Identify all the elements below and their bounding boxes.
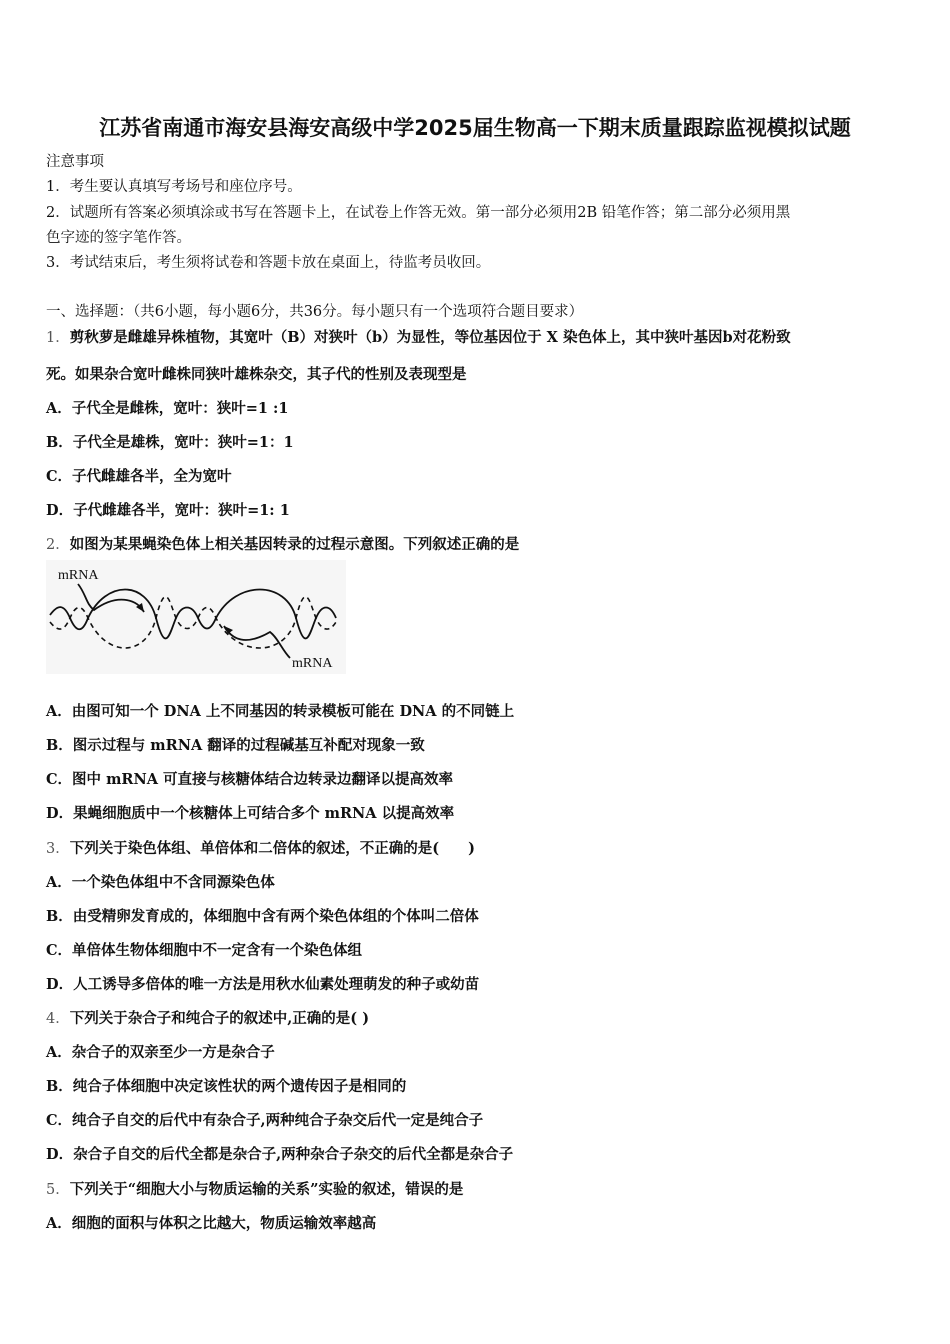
mrna-label-top: mRNA bbox=[58, 568, 99, 583]
question-text: 下列关于“细胞大小与物质运输的关系”实验的叙述，错误的是 bbox=[69, 1181, 464, 1198]
option-a: A．一个染色体组中不含同源染色体 bbox=[46, 874, 275, 891]
option-d: D．杂合子自交的后代全都是杂合子,两种杂合子杂交的后代全都是杂合子 bbox=[46, 1146, 514, 1163]
question-4-stem bbox=[46, 1009, 369, 1029]
option-d: D．果蝇细胞质中一个核糖体上可结合多个 mRNA 以提高效率 bbox=[46, 805, 455, 822]
option-b: B．子代全是雄株，宽叶：狭叶=1：1 bbox=[46, 434, 294, 451]
notice-item: 3．考试结束后，考生须将试卷和答题卡放在桌面上，待监考员收回。 bbox=[46, 255, 491, 271]
option-d: D．子代雌雄各半，宽叶：狭叶=1: 1 bbox=[46, 502, 290, 519]
option-a: A．杂合子的双亲至少一方是杂合子 bbox=[46, 1044, 275, 1061]
question-text: 下列关于染色体组、单倍体和二倍体的叙述，不正确的是( ) bbox=[69, 840, 475, 857]
notice-heading: 注意事项 bbox=[46, 154, 104, 170]
option-c: C．图中 mRNA 可直接与核糖体结合边转录边翻译以提高效率 bbox=[46, 771, 454, 788]
option-c: C．纯合子自交的后代中有杂合子,两种纯合子杂交后代一定是纯合子 bbox=[46, 1112, 484, 1129]
section-heading: 一、选择题：（共6小题，每小题6分，共36分。每小题只有一个选项符合题目要求） bbox=[46, 304, 584, 320]
question-text: 剪秋萝是雌雄异株植物，其宽叶（B）对狭叶（b）为显性，等位基因位于 X 染色体上，其中狭叶基因b对花粉致 bbox=[69, 329, 791, 346]
question-number: 4． bbox=[46, 1011, 70, 1027]
option-a: A．由图可知一个 DNA 上不同基因的转录模板可能在 DNA 的不同链上 bbox=[46, 703, 515, 720]
question-5-stem bbox=[46, 1180, 463, 1200]
question-number: 3． bbox=[46, 841, 70, 857]
notice-item: 2．试题所有答案必须填涂或书写在答题卡上，在试卷上作答无效。第一部分必须用2B 铅笔作答；第二部分必须用黑 bbox=[46, 205, 791, 221]
option-d: D．人工诱导多倍体的唯一方法是用秋水仙素处理萌发的种子或幼苗 bbox=[46, 976, 480, 993]
question-2-stem bbox=[46, 535, 519, 555]
option-c: C．单倍体生物体细胞中不一定含有一个染色体组 bbox=[46, 942, 363, 959]
option-a: A．子代全是雌株，宽叶：狭叶=1 :1 bbox=[46, 400, 289, 417]
question-3-stem bbox=[46, 839, 475, 859]
question-1-stem bbox=[46, 328, 791, 348]
question-number: 1． bbox=[46, 330, 70, 346]
notice-item: 1．考生要认真填写考场号和座位序号。 bbox=[46, 179, 302, 195]
question-number: 5． bbox=[46, 1182, 70, 1198]
question-text: 如图为某果蝇染色体上相关基因转录的过程示意图。下列叙述正确的是 bbox=[69, 536, 520, 553]
notice-item: 色字迹的签字笔作答。 bbox=[46, 230, 191, 246]
page-title: 江苏省南通市海安县海安高级中学2025届生物高一下期末质量跟踪监视模拟试题 bbox=[99, 116, 851, 140]
transcription-diagram bbox=[46, 560, 346, 674]
option-b: B．纯合子体细胞中决定该性状的两个遗传因子是相同的 bbox=[46, 1078, 407, 1095]
option-b: B．由受精卵发育成的，体细胞中含有两个染色体组的个体叫二倍体 bbox=[46, 908, 479, 925]
question-text: 下列关于杂合子和纯合子的叙述中,正确的是( ) bbox=[69, 1010, 370, 1027]
option-c: C．子代雌雄各半，全为宽叶 bbox=[46, 468, 232, 485]
option-b: B．图示过程与 mRNA 翻译的过程碱基互补配对现象一致 bbox=[46, 737, 425, 754]
option-a: A．细胞的面积与体积之比越大，物质运输效率越高 bbox=[46, 1215, 377, 1232]
question-number: 2． bbox=[46, 537, 70, 553]
question-1-stem-cont: 死。如果杂合宽叶雌株同狭叶雄株杂交，其子代的性别及表现型是 bbox=[46, 366, 467, 383]
mrna-label-bottom: mRNA bbox=[292, 656, 333, 671]
